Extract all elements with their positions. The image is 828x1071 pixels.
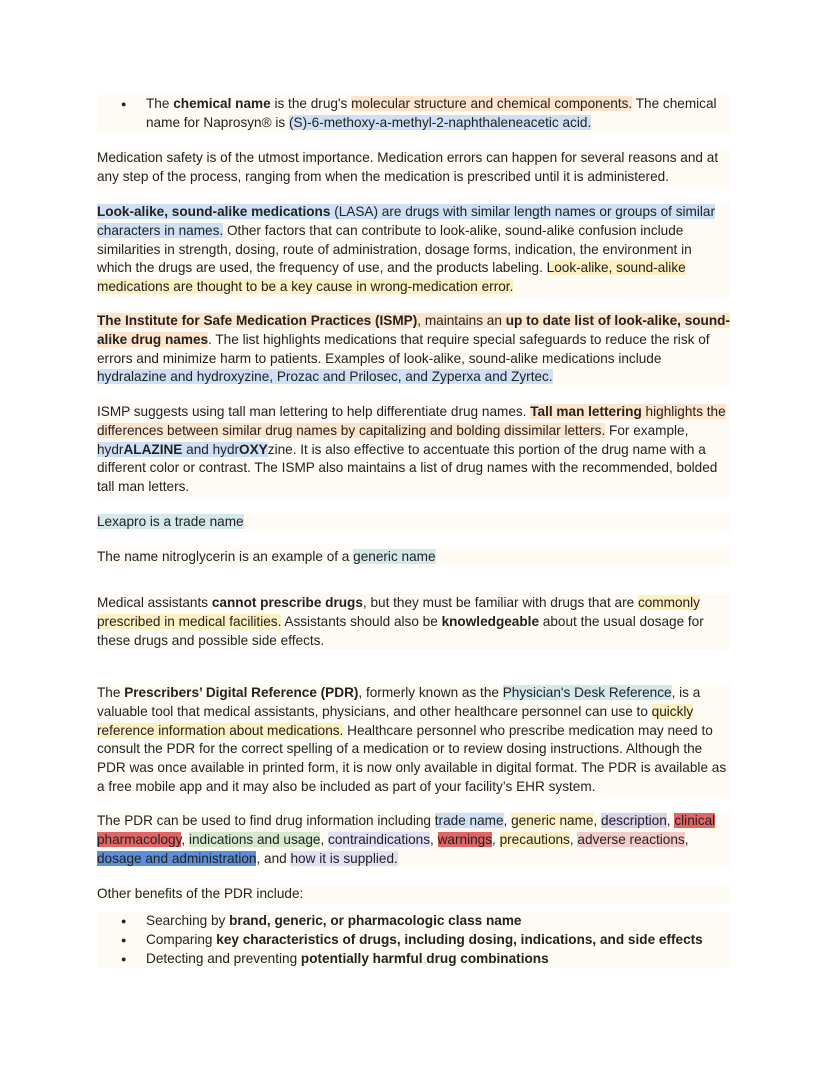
list-item [97,95,730,133]
highlight: molecular structure and chemical components. [351,96,633,111]
highlight: clinical pharmacology [97,813,716,847]
list-item [97,912,730,931]
text-span: Detecting and preventing [146,950,301,966]
paragraph-nitroglycerin [97,548,730,567]
text-span: The chemical name for Naprosyn® is [146,96,717,130]
list-item [97,950,730,969]
bold-term: Tall man lettering [530,404,642,419]
highlight: , maintains an [417,313,506,328]
text-span: Assistants should also be [281,613,442,629]
highlight: dosage and administration [97,850,257,866]
list-item [97,931,730,950]
paragraph-other-benefits: Other benefits of the PDR include: [97,885,730,904]
text-span: , and [256,850,291,866]
text-span: , [569,831,578,847]
highlight: hydralazine and hydroxyzine, Prozac and Prilosec, and Zyperxa and Zyrtec. [97,369,553,385]
text-span: Other factors that can contribute to look-alike, sound-alike confusion include similarities in strength, dosing, route of administration, dosage forms, indication, the environment in which the drugs are used, the frequency of use, and the products labeling. [97,222,692,276]
text-span: The PDR can be used to find drug information including [97,813,435,828]
text-span: Medical assistants [97,595,212,610]
text-span: Comparing [146,931,217,947]
paragraph-lasa [97,203,730,297]
text-span: , [666,813,675,828]
highlight: indications and usage [188,831,321,847]
paragraph-assistants [97,594,730,650]
bold-term: knowledgeable [441,613,540,629]
text-span: , [503,813,512,828]
highlight: Look-alike, sound-alike medications are thought to be a key cause in wrong-medication error. [97,260,686,295]
text-span: The [146,96,174,111]
highlight: precautions [499,831,570,847]
highlight: adverse reactions [577,831,685,847]
text-span: , formerly known as the [358,685,503,700]
highlight: trade name [434,813,504,828]
highlight: generic name [353,549,436,564]
highlight: how it is supplied. [290,850,398,866]
text-span: , [430,831,438,847]
bold-term: brand, generic, or pharmacologic class name [229,913,522,928]
text-span: Healthcare personnel who prescribe medication may need to consult the PDR for the correct spelling of a medication or to review dosing instructions. Although the PDR was once available in printed form, it is now only available in digital format. The PDR is available as a free mobile app and it may also be included as part of your facility’s EHR system. [97,722,727,794]
highlight: (LASA) are drugs with similar length names or groups of similar characters in names. [97,204,715,238]
paragraph-safety: Medication safety is of the utmost importance. Medication errors can happen for several reasons and at any step of the process, ranging from when the medication is prescribed until it is administered. [97,149,730,187]
text-span: zine [267,441,293,457]
bold-term: key characteristics of drugs, including dosing, indications, and side effects [216,931,703,947]
text-span: about the usual dosage for these drugs and possible side effects. [97,613,704,648]
highlight: generic name [511,813,594,828]
highlight: description [601,813,667,828]
highlight: commonly prescribed in medical facilities. [97,595,700,629]
highlight: Lexapro is a trade name [97,514,244,529]
highlight: Physician's Desk Reference [502,685,672,700]
text-span: The [97,685,125,700]
tall-man-example [97,442,268,457]
bold-term: cannot prescribe drugs [211,595,363,610]
text-span: , [492,831,500,847]
highlight: highlights the differences between similar drug names by capitalizing and bolding dissimilar letters. [97,404,726,438]
text-span: , is a valuable tool that medical assistants, physicians, and other healthcare personnel can use to [97,685,701,719]
paragraph-ismp [97,312,730,387]
text-span: . The list highlights medications that require special safeguards to reduce the risk of errors and minimize harm to patients. Examples of look-alike, sound-alike medications include [97,331,710,366]
paragraph-tall-man [97,403,730,497]
text-span: , but they must be familiar with drugs that are [362,595,638,610]
highlight: quickly reference information about medications. [97,703,694,738]
text-span: For example, [605,422,689,438]
text-span: hydr [97,441,124,457]
chemical-name-bullet [97,95,730,133]
paragraph-lexapro [97,513,730,532]
bold-term: OXY [239,441,268,457]
text-span: and hydr [182,441,240,457]
text-span: , [320,831,329,847]
text-span: Searching by [146,913,230,928]
text-span: is the drug's [270,96,352,111]
bold-term: ALAZINE [123,441,183,457]
text-span: The name nitroglycerin is an example of a [97,549,354,564]
highlight: warnings [437,831,493,847]
highlight: contraindications [328,831,431,847]
bold-term: Prescribers’ Digital Reference (PDR) [124,685,359,700]
bold-term: chemical name [173,96,271,111]
highlight: (S)-6-methoxy-a-methyl-2-naphthaleneacetic acid. [289,114,592,130]
bold-term: Look-alike, sound-alike medications [97,204,331,219]
text-span: . It is also effective to accentuate this portion of the drug name with a different color or contrast. The ISMP also maintains a list of drug names with the recommended, bolded tall man letters. [97,441,718,495]
bold-term: The Institute for Safe Medication Practices (ISMP) [97,313,418,328]
bold-term: potentially harmful drug combinations [300,950,549,966]
bold-term: up to date list of look-alike, sound-alike drug names [97,313,730,347]
paragraph-pdr [97,684,730,797]
benefits-list [97,912,730,968]
text-span: , [684,831,689,847]
paragraph-pdr-uses [97,812,730,868]
text-span: , [181,831,189,847]
text-span: ISMP suggests using tall man lettering to help differentiate drug names. [97,404,531,419]
text-span: , [593,813,602,828]
